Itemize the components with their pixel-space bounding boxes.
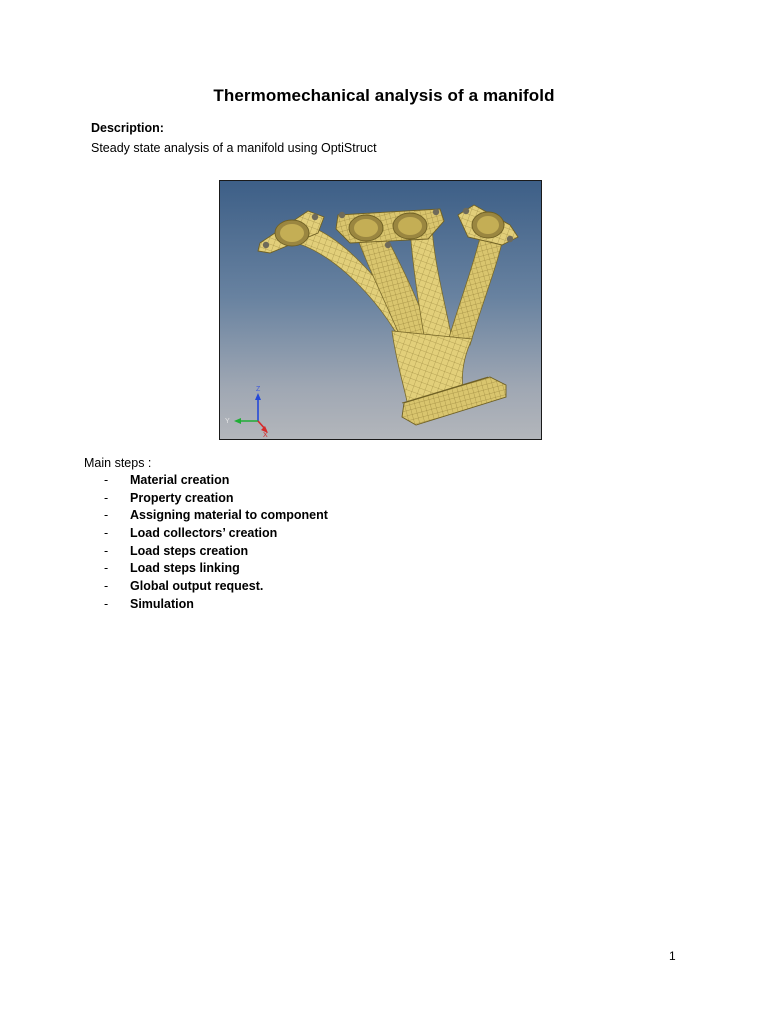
- list-item: [104, 597, 328, 615]
- list-marker: -: [104, 579, 109, 594]
- list-marker: -: [104, 526, 109, 541]
- manifold-mesh-illustration: [220, 181, 541, 439]
- list-marker: -: [104, 473, 109, 487]
- description-heading: Description:: [91, 121, 164, 135]
- main-steps-list: [104, 473, 328, 615]
- step-label: Material creation: [130, 473, 230, 487]
- list-item: [104, 561, 328, 579]
- list-item: [104, 526, 328, 544]
- list-item: [104, 473, 328, 491]
- triad-x-label: X: [263, 432, 268, 439]
- document-title: Thermomechanical analysis of a manifold: [213, 86, 555, 105]
- list-item: [104, 508, 328, 526]
- step-label: Load steps creation: [130, 543, 249, 558]
- step-label: Load steps linking: [130, 561, 240, 576]
- list-item: [104, 579, 328, 597]
- triad-y-label: Y: [225, 418, 230, 425]
- list-item: [104, 544, 328, 562]
- step-label: Global output request.: [130, 579, 264, 594]
- list-marker: -: [104, 596, 109, 611]
- main-steps-heading: Main steps :: [84, 456, 152, 470]
- manifold-mesh-figure: [219, 180, 542, 440]
- description-text: Steady state analysis of a manifold using OptiStruct: [91, 141, 377, 155]
- list-marker: -: [104, 508, 109, 523]
- step-label: Load collectors’ creation: [130, 526, 278, 541]
- step-label: Simulation: [130, 596, 194, 611]
- coordinate-triad: [225, 386, 268, 439]
- triad-z-label: Z: [256, 386, 261, 393]
- step-label: Property creation: [130, 490, 234, 505]
- list-marker: -: [104, 561, 109, 576]
- list-marker: -: [104, 490, 109, 505]
- runner-pipes: [290, 225, 504, 406]
- page-number: 1: [669, 949, 676, 963]
- list-marker: -: [104, 543, 109, 558]
- step-label: Assigning material to component: [130, 508, 328, 523]
- list-item: [104, 491, 328, 509]
